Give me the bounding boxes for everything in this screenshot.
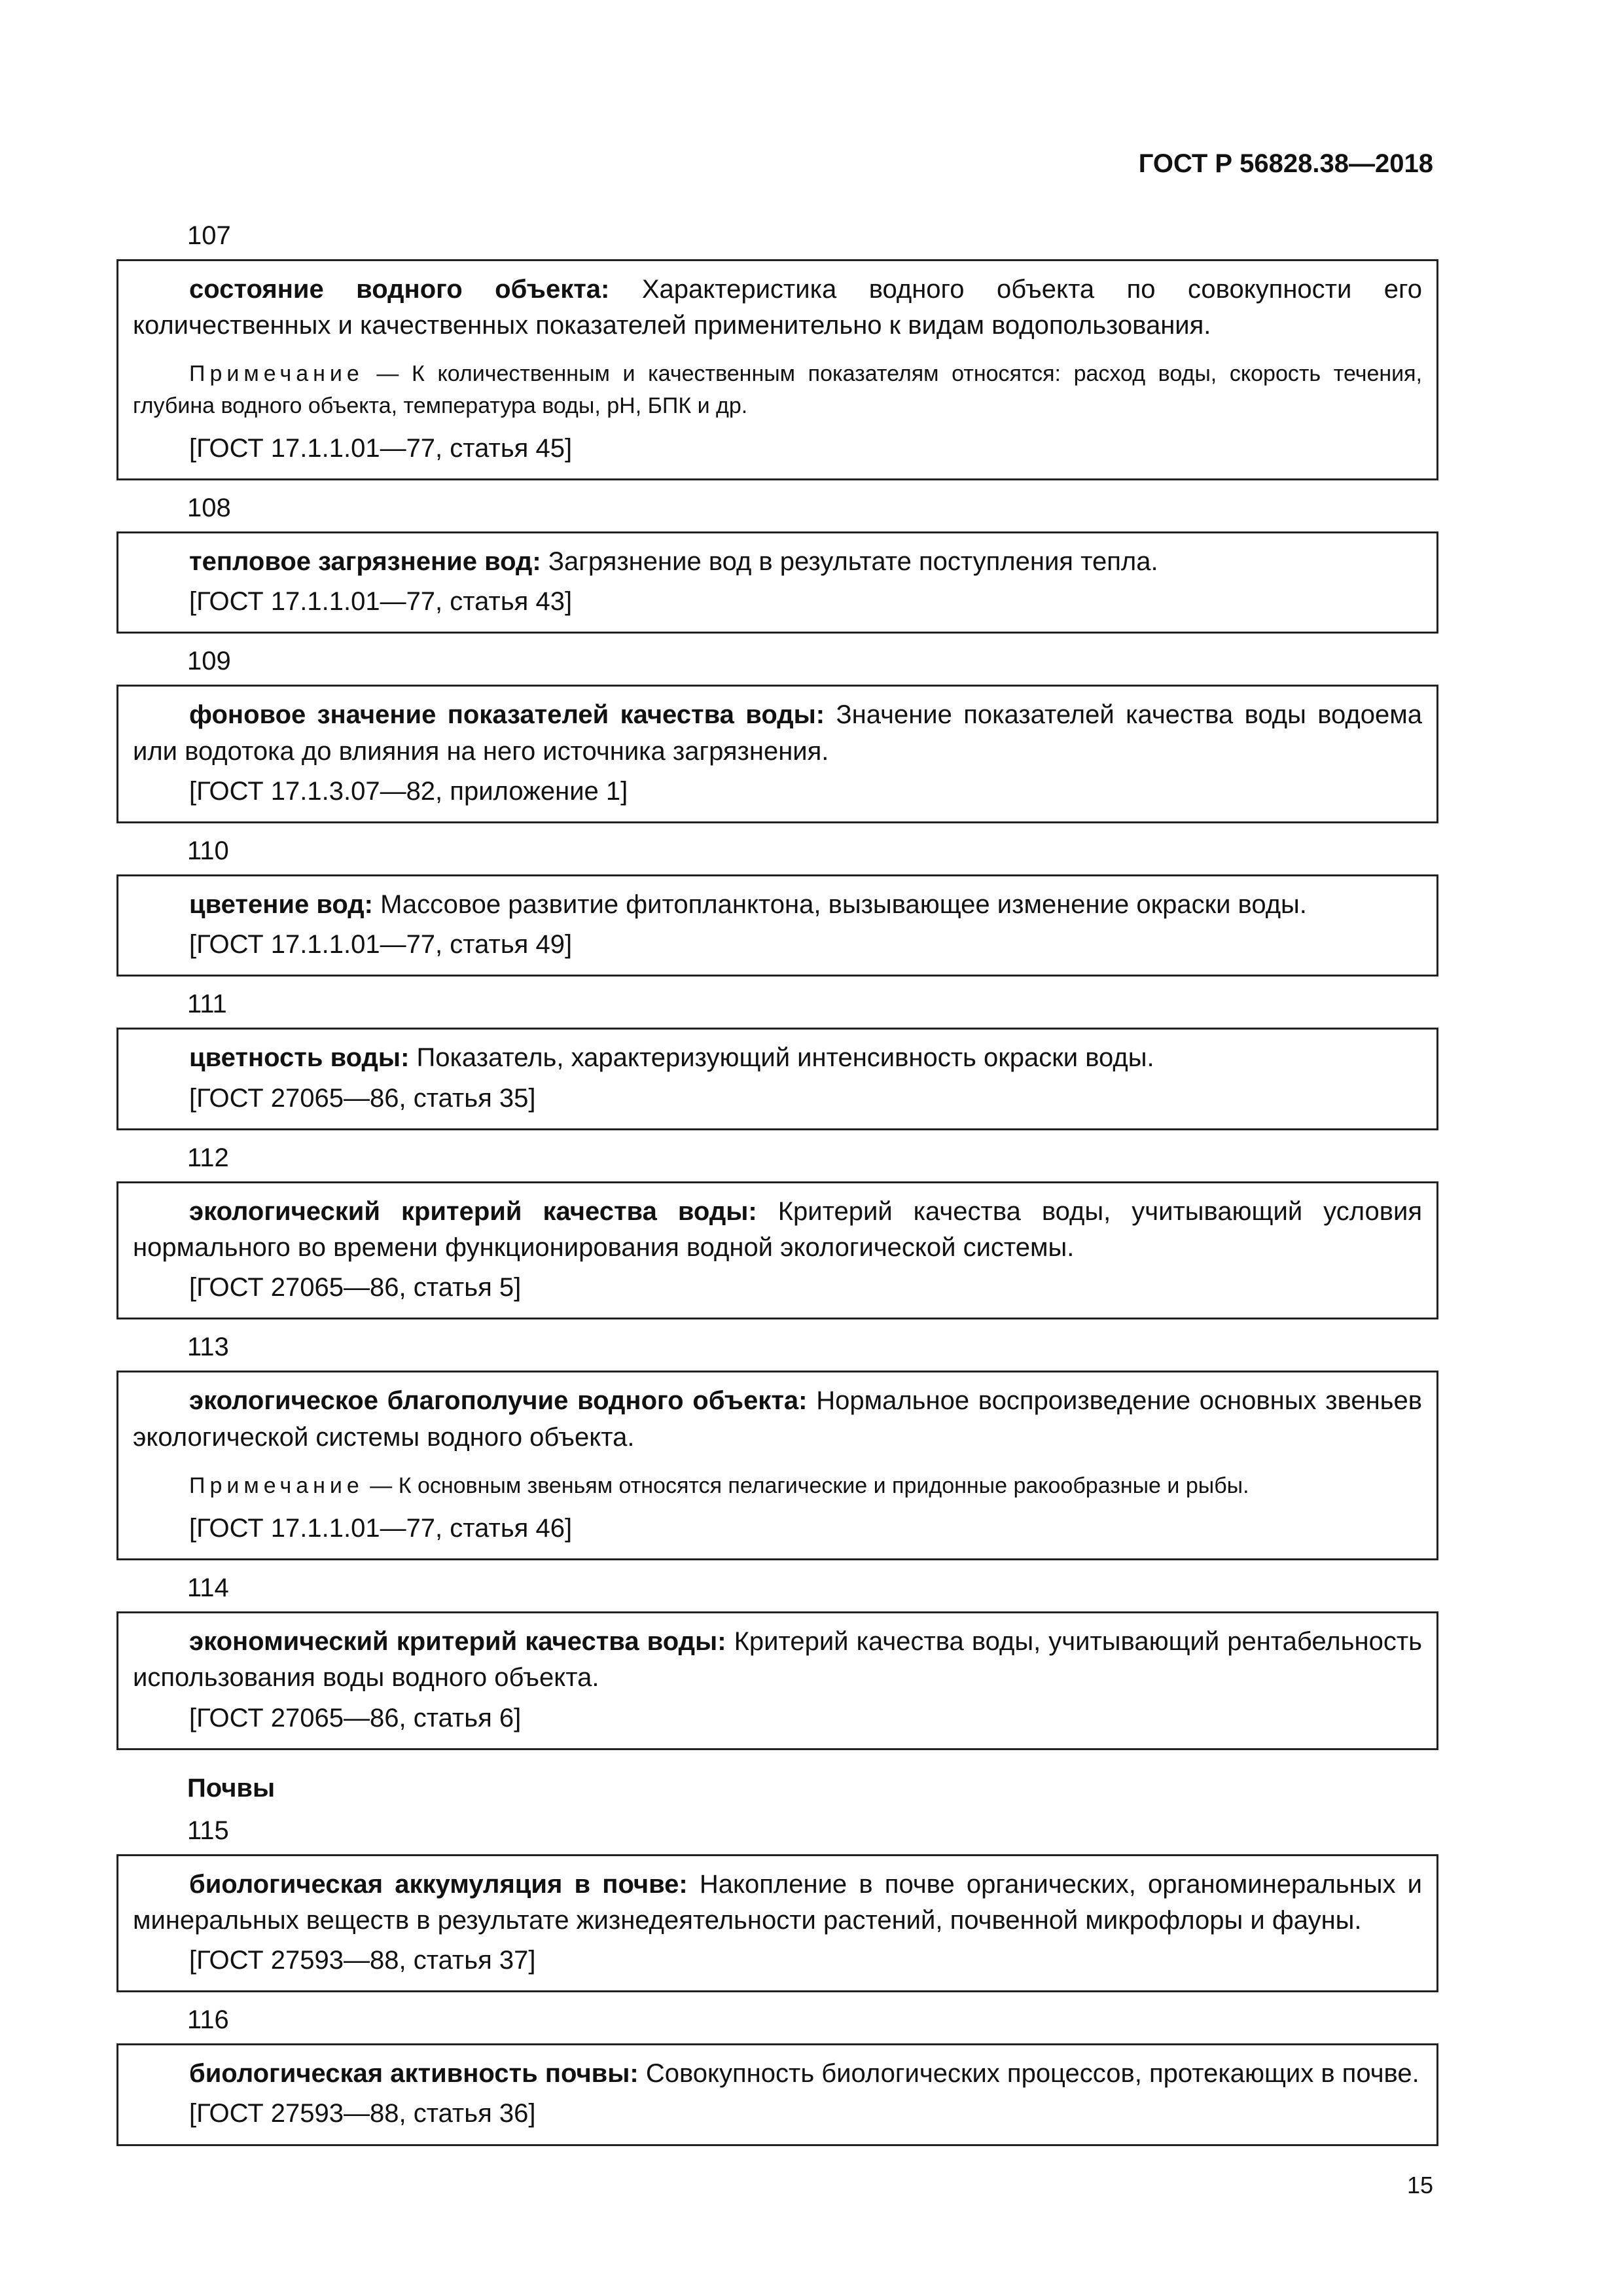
term-entry <box>116 1611 1438 1750</box>
entry-number: 112 <box>187 1143 229 1172</box>
term-definition <box>133 697 1422 769</box>
definition-text: Критерий качества воды, учитывающий условия нормального во времени функционирования водной экологической системы. <box>133 1196 1423 1262</box>
definition-text: Значение показателей качества воды водоема или водотока до влияния на него источника загрязнения. <box>133 700 1422 766</box>
definition-text: Массовое развитие фитопланктона, вызывающее изменение окраски воды. <box>380 890 1307 920</box>
entry-number: 109 <box>187 647 231 676</box>
term-definition <box>133 1624 1422 1696</box>
source-reference: [ГОСТ 17.1.3.07—82, приложение 1] <box>189 776 628 806</box>
definition-text: Характеристика водного объекта по совокупности его количественных и качественных показателей применительно к видам водопользования. <box>133 275 1422 340</box>
entry-number: 114 <box>187 1573 229 1603</box>
term-name: экологический критерий качества воды: <box>189 1196 757 1226</box>
note-label: Примечание <box>189 1473 364 1498</box>
source-reference: [ГОСТ 17.1.1.01—77, статья 49] <box>189 930 573 960</box>
term-entry <box>116 1371 1438 1560</box>
note <box>133 358 1422 422</box>
page-header: ГОСТ Р 56828.38—2018 <box>1138 149 1433 178</box>
document-body <box>116 220 1438 2146</box>
term-entry <box>116 1854 1438 1993</box>
entry-number: 116 <box>187 2005 229 2035</box>
section-title: Почвы <box>187 1773 276 1803</box>
source-reference: [ГОСТ 17.1.1.01—77, статья 43] <box>189 587 573 617</box>
term-definition <box>133 1194 1422 1266</box>
definition-text: Нормальное воспроизведение основных звеньев экологической системы водного объекта. <box>133 1386 1422 1452</box>
entries-water <box>116 220 1438 1750</box>
entries-soil <box>116 1815 1438 2146</box>
term-name: цветность воды: <box>189 1043 410 1073</box>
source-reference: [ГОСТ 27593—88, статья 37] <box>189 1946 536 1975</box>
term-entry <box>116 531 1438 634</box>
term-entry <box>116 259 1438 480</box>
term-definition <box>133 272 1422 344</box>
page-number: 15 <box>1406 2172 1433 2198</box>
source-reference: [ГОСТ 17.1.1.01—77, статья 46] <box>189 1513 573 1543</box>
entry-number: 115 <box>187 1816 229 1845</box>
term-definition <box>133 544 1422 580</box>
entry-number: 107 <box>187 221 231 250</box>
note-label: Примечание <box>189 361 364 387</box>
entry-number: 111 <box>187 990 227 1019</box>
entry-number: 110 <box>187 836 229 866</box>
note-text: — К основным звеньям относятся пелагические и придонные ракообразные и рыбы. <box>370 1473 1249 1498</box>
term-definition <box>133 887 1422 923</box>
term-name: биологическая аккумуляция в почве: <box>189 1869 688 1899</box>
term-entry <box>116 2043 1438 2145</box>
term-definition <box>133 1383 1422 1455</box>
term-entry <box>116 874 1438 977</box>
term-name: экологическое благополучие водного объекта: <box>189 1386 808 1416</box>
note <box>133 1470 1422 1501</box>
source-reference: [ГОСТ 27065—86, статья 5] <box>189 1273 522 1302</box>
source-reference: [ГОСТ 27593—88, статья 36] <box>189 2099 536 2128</box>
term-name: цветение вод: <box>189 890 373 920</box>
definition-text: Загрязнение вод в результате поступления тепла. <box>548 547 1158 577</box>
definition-text: Критерий качества воды, учитывающий рентабельность использования воды водного объекта. <box>133 1627 1422 1693</box>
term-entry <box>116 1028 1438 1130</box>
term-name: фоновое значение показателей качества воды: <box>189 700 825 730</box>
note-text: — К количественным и качественным показателям относятся: расход воды, скорость течения, глубина водного объекта, температура воды, рН, БПК и др. <box>133 361 1422 418</box>
term-definition <box>133 1040 1422 1076</box>
term-definition <box>133 1867 1422 1939</box>
source-reference: [ГОСТ 27065—86, статья 35] <box>189 1083 536 1113</box>
definition-text: Накопление в почве органических, органоминеральных и минеральных веществ в результате жизнедеятельности растений, почвенной микрофлоры и фауны. <box>133 1869 1422 1935</box>
definition-text: Показатель, характеризующий интенсивность окраски воды. <box>416 1043 1154 1073</box>
term-name: биологическая активность почвы: <box>189 2059 639 2089</box>
term-name: экономический критерий качества воды: <box>189 1627 726 1657</box>
term-entry <box>116 685 1438 823</box>
entry-number: 108 <box>187 493 231 523</box>
term-definition <box>133 2056 1422 2092</box>
entry-number: 113 <box>187 1333 229 1362</box>
definition-text: Совокупность биологических процессов, протекающих в почве. <box>645 2059 1419 2089</box>
term-entry <box>116 1181 1438 1320</box>
source-reference: [ГОСТ 27065—86, статья 6] <box>189 1703 522 1732</box>
term-name: тепловое загрязнение вод: <box>189 547 541 577</box>
source-reference: [ГОСТ 17.1.1.01—77, статья 45] <box>189 433 573 463</box>
term-name: состояние водного объекта: <box>189 275 610 304</box>
